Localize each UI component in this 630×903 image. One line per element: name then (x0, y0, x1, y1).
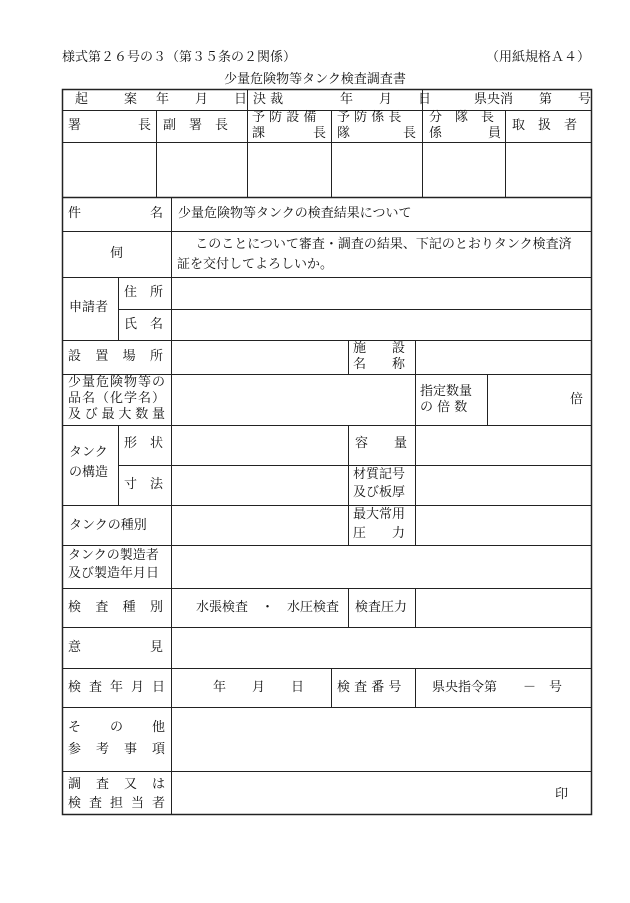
product-label-3: 及び最大数量 (68, 407, 165, 422)
inspection-date-value: 年 月 日 (213, 680, 305, 695)
inspection-pressure-label: 検査圧力 (355, 600, 408, 615)
role-ka: 課 (252, 126, 266, 141)
inspection-number-label: 検 査 番 号 (337, 680, 402, 695)
seal-mark: 印 (555, 787, 569, 802)
document-number: 県央消 第 号 (474, 92, 592, 107)
tank-structure-label-2: の構造 (69, 465, 109, 480)
role-buntaicho: 分 隊 長 (429, 110, 495, 125)
inspector-label-1: 調 査 又 は (68, 777, 165, 792)
role-yobo-kakari: 予 防 係 長 (337, 110, 402, 125)
inquiry-label: 伺 (110, 246, 124, 261)
max-pressure-label-2: 圧 力 (353, 526, 406, 541)
role-yobo-setsubi: 予 防 設 備 (252, 110, 317, 125)
tank-type-label: タンクの種別 (69, 518, 147, 533)
maker-label-2: 及び製造年月日 (68, 566, 160, 581)
kian-label: 起 案 (75, 92, 137, 107)
role-sho: 署 (68, 118, 82, 133)
material-label-2: 及び板厚 (353, 485, 406, 500)
dimension-label: 寸 法 (124, 477, 164, 492)
subject-value: 少量危険物等タンクの検査結果について (178, 206, 412, 221)
role-tai: 隊 (337, 126, 351, 141)
role-tai-cho: 長 (403, 126, 417, 141)
material-label-1: 材質記号 (353, 467, 406, 482)
document-title: 少量危険物等タンク検査調査書 (224, 72, 406, 87)
inspector-label-2: 検 査 担 当 者 (68, 796, 165, 811)
designated-label-1: 指定数量 (420, 384, 473, 399)
maker-label-1: タンクの製造者 (68, 548, 159, 563)
role-fuku-shocho: 副 署 長 (163, 118, 229, 133)
kessai-label: 決 裁 (253, 92, 284, 107)
name-label: 氏 名 (124, 317, 164, 332)
role-toriatsukaisha: 取 扱 者 (512, 118, 578, 133)
facility-label-2: 名 称 (353, 357, 406, 372)
inspection-date-label: 検 査 年 月 日 (68, 680, 165, 695)
inquiry-text: このことについて審査・調査の結果、下記のとおりタンク検査済証を交付してよろしいか。 (177, 237, 572, 272)
kian-date: 年 月 日 (156, 92, 248, 107)
role-in: 員 (488, 126, 502, 141)
shape-label: 形 状 (124, 436, 164, 451)
facility-label-1: 施 設 (353, 341, 406, 356)
form-number: 様式第２６号の３（第３５条の２関係） (62, 50, 297, 65)
other-label-2: 参 考 事 項 (68, 742, 165, 757)
product-label-1: 少量危険物等の (68, 375, 165, 390)
tank-structure-label-1: タンク (69, 445, 108, 460)
kessai-date: 年 月 日 (340, 92, 432, 107)
capacity-label: 容 量 (355, 436, 408, 451)
applicant-label: 申請者 (69, 300, 109, 315)
product-label-2: 品名（化学名） (68, 391, 165, 406)
location-label: 設 置 場 所 (68, 349, 163, 364)
max-pressure-label-1: 最大常用 (353, 507, 406, 522)
opinion-label: 意 見 (68, 640, 163, 655)
address-label: 住 所 (124, 285, 164, 300)
inspection-type-value: 水張検査 ・ 水圧検査 (196, 600, 340, 615)
role-kakari: 係 (429, 126, 443, 141)
paper-size: （用紙規格Ａ４） (485, 50, 590, 65)
role-ka-cho: 長 (313, 126, 327, 141)
role-cho: 長 (138, 118, 152, 133)
inspection-number-value: 県央指令第 － 号 (432, 680, 563, 695)
other-label-1: そ の 他 (68, 720, 165, 735)
multiple-unit: 倍 (570, 392, 584, 407)
subject-label: 件 名 (68, 206, 163, 221)
designated-label-2: の 倍 数 (420, 400, 468, 415)
inspection-type-label: 検 査 種 別 (68, 600, 163, 615)
